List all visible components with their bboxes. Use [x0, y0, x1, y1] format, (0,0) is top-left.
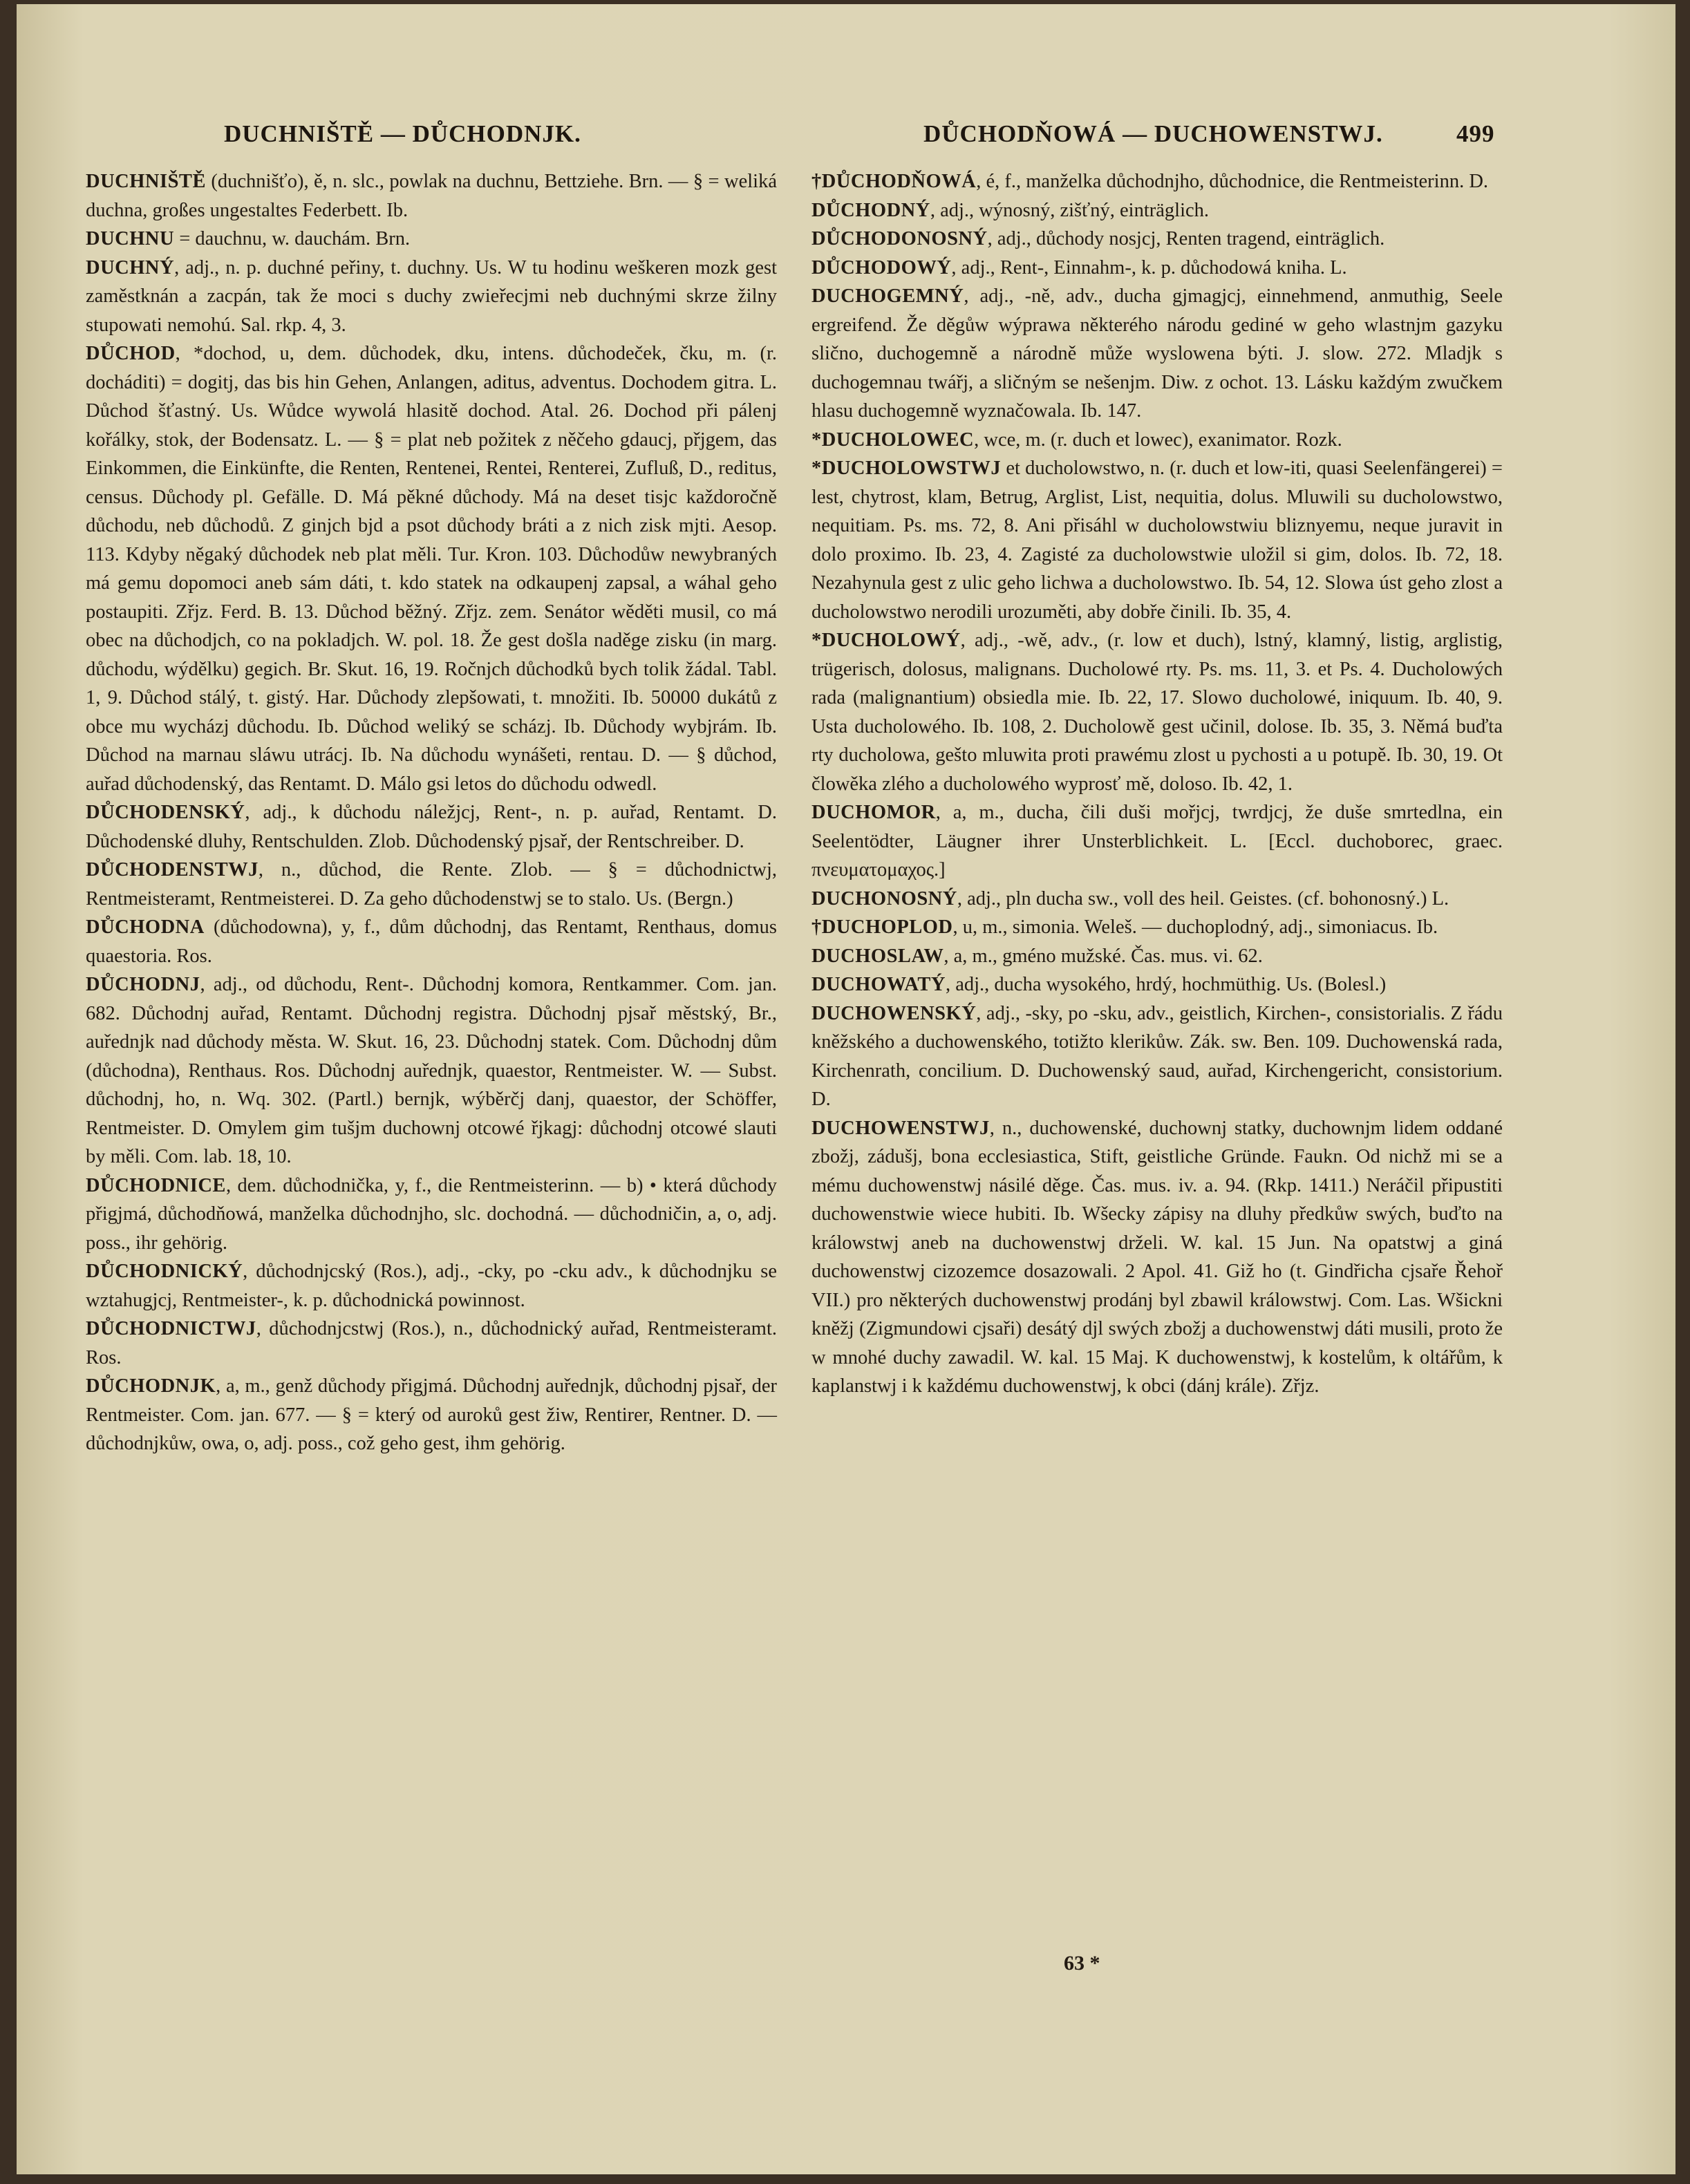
entry-definition: , a, m., gméno mužské. Čas. mus. vi. 62. — [943, 945, 1263, 967]
entry-definition: , adj., pln ducha sw., voll des heil. Geistes. (cf. bohonosný.) L. — [957, 887, 1449, 910]
running-head-right: DŮCHODŇOWÁ — DUCHOWENSTWJ. — [923, 120, 1383, 147]
right-column — [811, 167, 1503, 1401]
entry-definition: , a, m., ducha, čili duši mořjcj, twrdjcj, že duše smrtedlna, ein Seelentödter, Läugner ihrer Unsterblichkeit. L. [Eccl. duchoborec, graec. πνευματομαχος.] — [811, 802, 1503, 881]
dictionary-entry — [811, 254, 1503, 283]
left-column — [86, 167, 777, 1458]
entry-headword: DUCHNU — [86, 228, 175, 250]
entry-headword: DUCHOWATÝ — [811, 974, 946, 995]
dictionary-entry — [811, 1114, 1503, 1401]
entry-headword: DŮCHODNICE — [86, 1174, 226, 1196]
dictionary-entry — [86, 970, 777, 1171]
entry-headword: †DŮCHODŇOWÁ — [811, 171, 977, 192]
entry-headword: DŮCHOD — [86, 343, 176, 364]
entry-definition: , adj., wýnosný, zišťný, einträglich. — [930, 199, 1210, 221]
entry-definition: (duchnišťo), ě, n. slc., powlak na duchnu, Bettziehe. Brn. — § = weliká duchna, großes ungestaltes Federbett. Ib. — [86, 171, 777, 221]
entry-headword: DŮCHODOWÝ — [811, 256, 952, 279]
entry-definition: , adj., -ně, adv., ducha gjmagjcj, einnehmend, anmuthig, Seele ergreifend. Že děgůw wýprawa některého národu gediné w geho wlastnjm gazyku slično, duchogemně a národně může wyslowena býti. J. slow. 272. Mladjk s duchogemnau twářj, a sličným se nešenjm. Diw. z ochot. 13. Lásku každým zwučkem hlasu duchogemně wyznačowala. Ib. 147. — [811, 285, 1503, 422]
dictionary-entry — [811, 454, 1503, 626]
entry-definition: , dem. důchodnička, y, f., die Rentmeisterinn. — b) • která důchody přigjmá, důchodňowá, manželka důchodnjho, slc. dochodná. — důchodničin, a, o, adj. poss., ihr gehörig. — [86, 1174, 777, 1254]
dictionary-entry — [86, 856, 777, 913]
entry-definition: , adj., ducha wysokého, hrdý, hochmüthig. Us. (Bolesl.) — [945, 974, 1387, 995]
entry-definition: , *dochod, u, dem. důchodek, dku, intens. důchodeček, čku, m. (r. docháditi) = dogitj, das bis hin Gehen, Anlangen, aditus, adventus. Dochodem gitra. L. Důchod šťastný. Us. Wůdce wywolá hlasitě dochod. Atal. 26. Dochod při pálenj kořálky, stok, der Bodensatz. L. — § = plat neb požitek z něčeho gdaucj, přjgem, das Einkommen, die Einkünfte, die Renten, Rentenei, Rentei, Renterei, Zufluß, D., reditus, census. Důchody pl. Gefälle. D. Má pěkné důchody. Má na deset tisjc každoročně důchodu, neb důchodů. Z ginjch bjd a psot důchody bráti a z nich zisk mjti. Aesop. 113. Kdyby něgaký důchodek neb plat měli. Tur. Kron. 103. Důchodůw newybraných má gemu dopomoci aneb sám dáti, t. kdo statek na odkaupenj zapsal, a wáhal geho postaupiti. Zřjz. Ferd. B. 13. Důchod běžný. Zřjz. zem. Senátor wěděti musil, co má obec na důchodjch, co na pokladjch. W. pol. 18. Že gest došla naděge zisku (in marg. důchodu, wýdělku) gegich. Br. Skut. 16, 19. Ročnjch důchodků bych tolik žádal. Tabl. 1, 9. Důchod stálý, t. gistý. Har. Důchody zlepšowati, t. množiti. Ib. 50000 dukátů z obce mu wycházj důchodu. Ib. Důchod weliký se scházj. Ib. Důchody wybjrám. Ib. Důchod na marnau sláwu utrácj. Ib. Na důchodu wynášeti, rentau. D. — § důchod, auřad důchodenský, das Rentamt. D. Málo gsi letos do důchodu odwedl. — [86, 343, 777, 795]
dictionary-entry — [811, 426, 1503, 455]
dictionary-entry — [86, 225, 777, 254]
dictionary-entry — [811, 942, 1503, 971]
entry-headword: DUCHNIŠTĚ — [86, 171, 206, 192]
entry-headword: *DUCHOLOWÝ — [811, 630, 961, 651]
entry-headword: †DUCHOPLOD — [811, 916, 953, 938]
entry-definition: , u, m., simonia. Weleš. — duchoplodný, adj., simoniacus. Ib. — [952, 916, 1438, 938]
dictionary-entry — [811, 913, 1503, 942]
dictionary-entry — [86, 167, 777, 225]
dictionary-entry — [86, 254, 777, 340]
entry-definition: , adj., od důchodu, Rent-. Důchodnj komora, Rentkammer. Com. jan. 682. Důchodnj auřad, Rentamt. Důchodnj registra. Důchodnj pjsař městský, Br., auřednjk nad důchody města. W. Skut. 16, 23. Důchodnj statek. Com. Důchodnj dům (důchodna), Renthaus. Ros. Důchodnj auřednjk, quaestor, Rentmeister. W. — Subst. důchodnj, ho, n. Wq. 302. (Partl.) bernjk, wýběrčj danj, quaestor, der Schöffer, Rentmeister. D. Omylem gim tušjm duchownj otcowé řjkagj: důchodnj otcowé slauti by měli. Com. lab. 18, 10. — [86, 974, 777, 1167]
dictionary-entry — [811, 999, 1503, 1114]
dictionary-entry — [811, 196, 1503, 225]
entry-headword: DUCHONOSNÝ — [811, 887, 957, 910]
entry-headword: DŮCHODNA — [86, 916, 205, 938]
entry-headword: DŮCHODNICTWJ — [86, 1318, 256, 1339]
dictionary-entry — [86, 1257, 777, 1315]
entry-definition: , wce, m. (r. duch et lowec), exanimator. Rozk. — [974, 429, 1342, 451]
entry-definition: (důchodowna), y, f., dům důchodnj, das Rentamt, Renthaus, domus quaestoria. Ros. — [86, 916, 777, 967]
dictionary-entry — [811, 626, 1503, 798]
dictionary-entry — [811, 167, 1503, 196]
entry-headword: DŮCHODENSTWJ — [86, 859, 259, 881]
entry-definition: , adj., -wě, adv., (r. low et duch), lstný, klamný, listig, arglistig, trügerisch, dolosus, malignans. Ducholowé rty. Ps. ms. 11, 3. et Ps. 4. Ducholowých rada (malignantium) obsiedla mie. Ib. 22, 17. Slowo ducholowé, iniquum. Ib. 40, 9. Usta ducholowého. Ib. 108, 2. Ducholowě gest učinil, dolose. Ib. 35, 3. Němá buďta rty ducholowa, gešto mluwita proti prawému zlost u pychosti a u potupě. Ib. 30, 19. Ot člowěka zlého a ducholowého wyprosť mě, doloso. Ib. 42, 1. — [811, 630, 1503, 795]
entry-definition: , a, m., genž důchody přigjmá. Důchodnj auřednjk, důchodnj pjsař, der Rentmeister. Com. jan. 677. — § = který od auroků gest žiw, Rentirer, Rentner. D. — důchodnjkůw, owa, o, adj. poss., což geho gest, ihm gehörig. — [86, 1375, 777, 1454]
entry-definition: et ducholowstwo, n. (r. duch et low-iti, quasi Seelenfängerei) = lest, chytrost, klam, Betrug, Arglist, List, nequitia, dolus. Mluwili su ducholowstwo, nequitiam. Ps. ms. 72, 8. Ani přisáhl w ducholowstwiu bliznyemu, neque juravit in dolo proximo. Ib. 23, 4. Zagisté za ducholowstwie uložil si gim, dolos. Ib. 72, 18. Nezahynula gest z ulic geho lichwa a ducholowstwo. Ib. 54, 12. Slowa úst geho zlost a ducholowstwo nerodili urozuměti, aby dobře činili. Ib. 35, 4. — [811, 458, 1503, 623]
dictionary-entry — [86, 798, 777, 856]
entry-headword: DUCHOSLAW — [811, 945, 944, 967]
entry-definition: , adj., -sky, po -sku, adv., geistlich, Kirchen-, consistorialis. Z řádu kněžského a duchowenského, totižto klerikůw. Zák. sw. Ben. 109. Duchowenská rada, Kirchenrath, concilium. D. Duchowenský saud, auřad, Kirchengericht, consistorium. D. — [811, 1002, 1503, 1110]
entry-headword: DŮCHODNICKÝ — [86, 1261, 243, 1282]
signature-mark: 63 * — [1064, 1952, 1100, 1975]
entry-headword: DŮCHODENSKÝ — [86, 802, 245, 823]
entry-definition: , důchodnjcský (Ros.), adj., -cky, po -cku adv., k důchodnjku se wztahugjcj, Rentmeister-, k. p. důchodnická powinnost. — [86, 1261, 777, 1311]
dictionary-entry — [86, 1171, 777, 1258]
dictionary-entry — [811, 282, 1503, 426]
dictionary-entry — [86, 1315, 777, 1372]
entry-headword: DŮCHODNJK — [86, 1375, 216, 1397]
dictionary-entry — [86, 913, 777, 970]
entry-definition: , důchodnjcstwj (Ros.), n., důchodnický auřad, Rentmeisteramt. Ros. — [86, 1318, 777, 1368]
entry-headword: DUCHOGEMNÝ — [811, 285, 964, 307]
entry-definition: , adj., n. p. duchné peřiny, t. duchny. Us. W tu hodinu weškeren mozk gest zaměstknán a zacpán, tak že moci s duchy zwieřecjmi neb duchnými skrze žilny stupowati nemohú. Sal. rkp. 4, 3. — [86, 256, 777, 336]
entry-headword: DUCHOWENSKÝ — [811, 1002, 977, 1024]
entry-definition: , é, f., manželka důchodnjho, důchodnice, die Rentmeisterinn. D. — [976, 171, 1489, 192]
dictionary-entry — [811, 885, 1503, 914]
entry-headword: *DUCHOLOWSTWJ — [811, 458, 1002, 479]
entry-headword: DŮCHODONOSNÝ — [811, 228, 988, 250]
dictionary-entry — [811, 970, 1503, 999]
entry-definition: , n., duchowenské, duchownj statky, duchownjm lidem oddané zbožj, zádušj, bona ecclesiastica, Stift, geistliche Gründe. Faukn. Od nichž mi se a mému duchowenstwj násilé děge. Čas. mus. iv. a. 94. (Rkp. 1411.) Neráčil připustiti duchowenstwie wiece hubiti. Ib. Wšecky zápisy na dluhy předkůw swých, buďto na králowstwj aneb na duchowenstwj drželi. W. kal. 15 Jun. Na opatstwj a giná duchowenstwj cizozemce dosazowali. 2 Apol. 41. Giž ho (t. Gindřicha cjsaře Řehoř VII.) pro některých duchowenstwj prodánj byl zbawil králowstwj. Com. Las. Wšickni kněžj (Zigmundowi cjsaři) desátý djl swých zbožj a duchowenstwj dáti musili, proto že w mnohé duchy zawadil. W. kal. 15 Maj. K duchowenstwj, k kostelům, k oltářům, k kaplanstwj i k každému duchowenstwj, k obci (dánj krále). Zřjz. — [811, 1117, 1503, 1397]
entry-definition: , n., důchod, die Rente. Zlob. — § = důchodnictwj, Rentmeisteramt, Rentmeisterei. D. Za geho důchodenstwj se to stalo. Us. (Bergn.) — [86, 859, 777, 910]
dictionary-entry — [86, 1372, 777, 1458]
dictionary-page — [17, 4, 1675, 2174]
entry-definition: = dauchnu, w. dauchám. Brn. — [174, 228, 411, 250]
entry-headword: DŮCHODNÝ — [811, 199, 930, 221]
entry-headword: DUCHOMOR — [811, 802, 936, 823]
dictionary-entry — [86, 339, 777, 798]
entry-headword: DŮCHODNJ — [86, 974, 200, 995]
entry-headword: *DUCHOLOWEC — [811, 429, 975, 451]
page-number: 499 — [1456, 120, 1495, 147]
entry-headword: DUCHNÝ — [86, 256, 175, 279]
running-head-left: DUCHNIŠTĚ — DŮCHODNJK. — [224, 120, 581, 147]
entry-headword: DUCHOWENSTWJ — [811, 1117, 990, 1139]
entry-definition: , adj., důchody nosjcj, Renten tragend, einträglich. — [987, 228, 1385, 250]
entry-definition: , adj., Rent-, Einnahm-, k. p. důchodowá kniha. L. — [951, 256, 1347, 279]
entry-definition: , adj., k důchodu náležjcj, Rent-, n. p. auřad, Rentamt. D. Důchodenské dluhy, Rentschulden. Zlob. Důchodenský pjsař, der Rentschreiber. D. — [86, 802, 777, 852]
dictionary-entry — [811, 225, 1503, 254]
dictionary-entry — [811, 798, 1503, 885]
